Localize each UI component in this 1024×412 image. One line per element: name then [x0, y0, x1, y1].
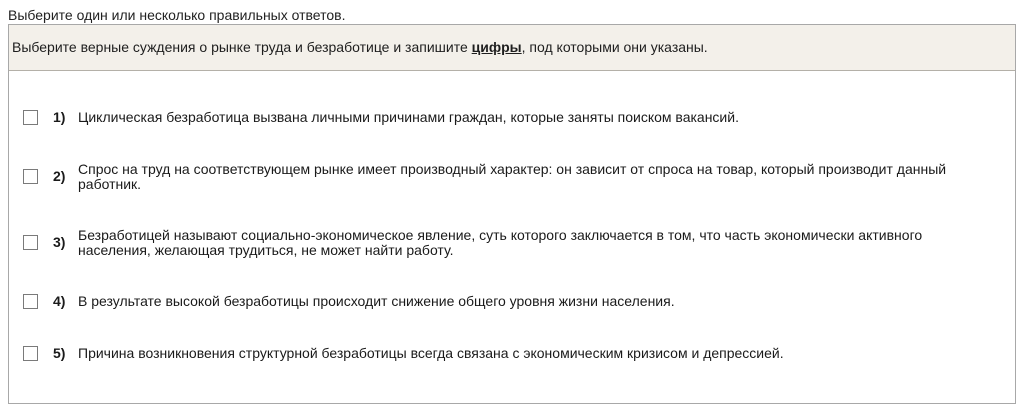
question-keyword: цифры — [471, 39, 522, 55]
option-3-number: 3) — [53, 234, 66, 250]
option-1-number: 1) — [53, 109, 66, 125]
option-3-checkbox[interactable] — [23, 235, 38, 250]
option-4-text: В результате высокой безработицы происходит снижение общего уровня жизни населения. — [78, 293, 675, 309]
question-prompt — [9, 25, 1015, 71]
question-text-before: Выберите верные суждения о рынке труда и безработице и запишите — [12, 39, 472, 55]
question-card — [8, 24, 1016, 404]
option-2-checkbox[interactable] — [23, 169, 38, 184]
option-2-number: 2) — [53, 168, 66, 184]
option-2-text: Спрос на труд на соответствующем рынке имеет производный характер: он зависит от спроса на товар, который производит данный работник. — [78, 161, 947, 192]
instruction-text: Выберите один или несколько правильных ответов. — [8, 7, 346, 23]
option-5-number: 5) — [53, 345, 66, 361]
option-3-text: Безработицей называют социально-экономическое явление, суть которого заключается в том, что часть экономически активного населения, желающая трудиться, не может найти работу. — [78, 227, 923, 258]
option-1-checkbox[interactable] — [23, 110, 38, 125]
option-5-text: Причина возникновения структурной безработицы всегда связана с экономическим кризисом и депрессией. — [78, 345, 784, 361]
option-4-checkbox[interactable] — [23, 294, 38, 309]
option-1-text: Циклическая безработица вызвана личными причинами граждан, которые заняты поиском вакансий. — [78, 109, 739, 125]
option-5-checkbox[interactable] — [23, 346, 38, 361]
question-text-after: , под которыми они указаны. — [521, 39, 708, 55]
option-4-number: 4) — [53, 293, 66, 309]
